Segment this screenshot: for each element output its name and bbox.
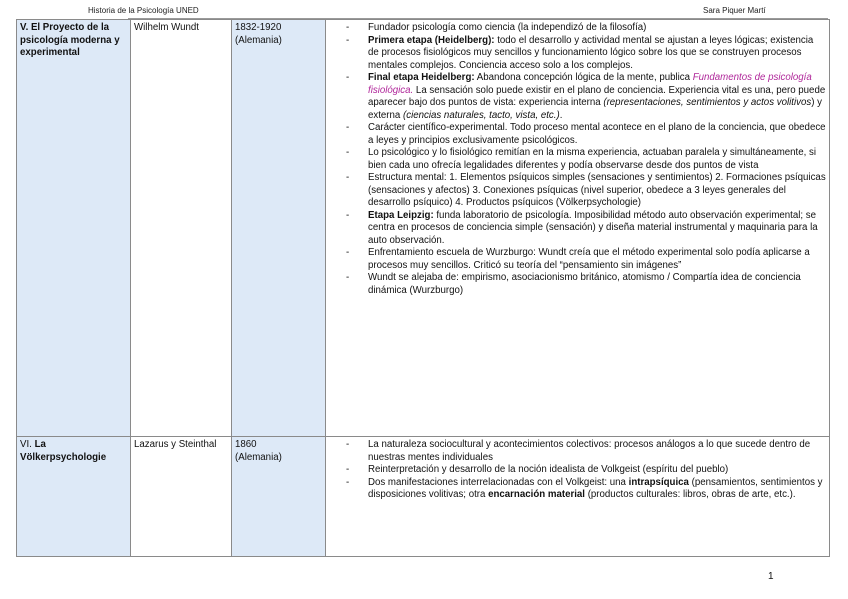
list-item: - Etapa Leipzig: funda laboratorio de psicología. Imposibilidad método auto observación experimental; se centra en procesos de conciencia simple (sensación) y diseña material instrumental y maquinaria para la auto observación. [332, 210, 826, 248]
list-item: - Fundador psicología como ciencia (la independizó de la filosofía) [332, 22, 826, 35]
page-number: 1 [768, 571, 774, 582]
table-row [17, 20, 830, 437]
header-left: Historia de la Psicología UNED [88, 6, 199, 15]
list-item: - Carácter científico-experimental. Todo proceso mental acontece en el plano de la conciencia, que obedece a leyes y principios exclusivamente psicológicos. [332, 122, 826, 147]
author-cell: Lazarus y Steinthal [131, 437, 232, 557]
list-item: - Wundt se alejaba de: empirismo, asociacionismo británico, atomismo / Compartía idea de conciencia dinámica (Wurzburgo) [332, 272, 826, 297]
list-item: - Final etapa Heidelberg: Abandona concepción lógica de la mente, publica Fundamentos de psicología fisiológica. La sensación solo puede existir en el plano de conciencia. Experiencia vital es una, pero puede aparecer bajo dos puntos de vista: experiencia interna (representaciones, sentimientos y actos volitivos) y externa (ciencias naturales, tacto, vista, etc.). [332, 72, 826, 122]
description-cell [326, 20, 830, 437]
section-title: VI. La Völkerpsychologie [17, 437, 131, 557]
list-item: - Reinterpretación y desarrollo de la noción idealista de Volkgeist (espíritu del pueblo) [332, 464, 826, 477]
date-cell: 1860 (Alemania) [232, 437, 326, 557]
list-item: - La naturaleza sociocultural y acontecimientos colectivos: procesos análogos a lo que sucede dentro de nuestras mentes individuales [332, 439, 826, 464]
header-right: Sara Piquer Martí [703, 6, 766, 15]
description-cell [326, 437, 830, 557]
date-cell: 1832-1920 (Alemania) [232, 20, 326, 437]
list-item: - Enfrentamiento escuela de Wurzburgo: Wundt creía que el método experimental solo podía aplicarse a procesos muy sencillos. Criticó su teoría del “pensamiento sin imágenes” [332, 247, 826, 272]
section-title: V. El Proyecto de la psicología moderna y experimental [17, 20, 131, 437]
list-item: - Lo psicológico y lo fisiológico remitían en la misma experiencia, actuaban paralela y simultáneamente, si bien cada uno ofrecía legalidades diferentes y podía observarse desde dos puntos de vista [332, 147, 826, 172]
list-item: - Primera etapa (Heidelberg): todo el desarrollo y actividad mental se ajustan a leyes lógicas; existencia de procesos fisiológicos muy sencillos y funcionamiento lógico sobre los que se construyen procesos mentales complejos. Conciencia acceso solo a los complejos. [332, 35, 826, 73]
list-item: - Dos manifestaciones interrelacionadas con el Volkgeist: una intrapsíquica (pensamientos, sentimientos y disposiciones volitivas; otra encarnación material (productos culturales: libros, obras de arte, etc.). [332, 477, 826, 502]
table-row [17, 437, 830, 557]
history-table [16, 19, 830, 557]
list-item: - Estructura mental: 1. Elementos psíquicos simples (sensaciones y sentimientos) 2. Formaciones psíquicas (sensaciones y afectos) 3. Conexiones psíquicas (nivel superior, obedece a 3 leyes generales del desarrollo psíquico) 4. Productos psíquicos (Völkerpsychologie) [332, 172, 826, 210]
author-cell: Wilhelm Wundt [131, 20, 232, 437]
